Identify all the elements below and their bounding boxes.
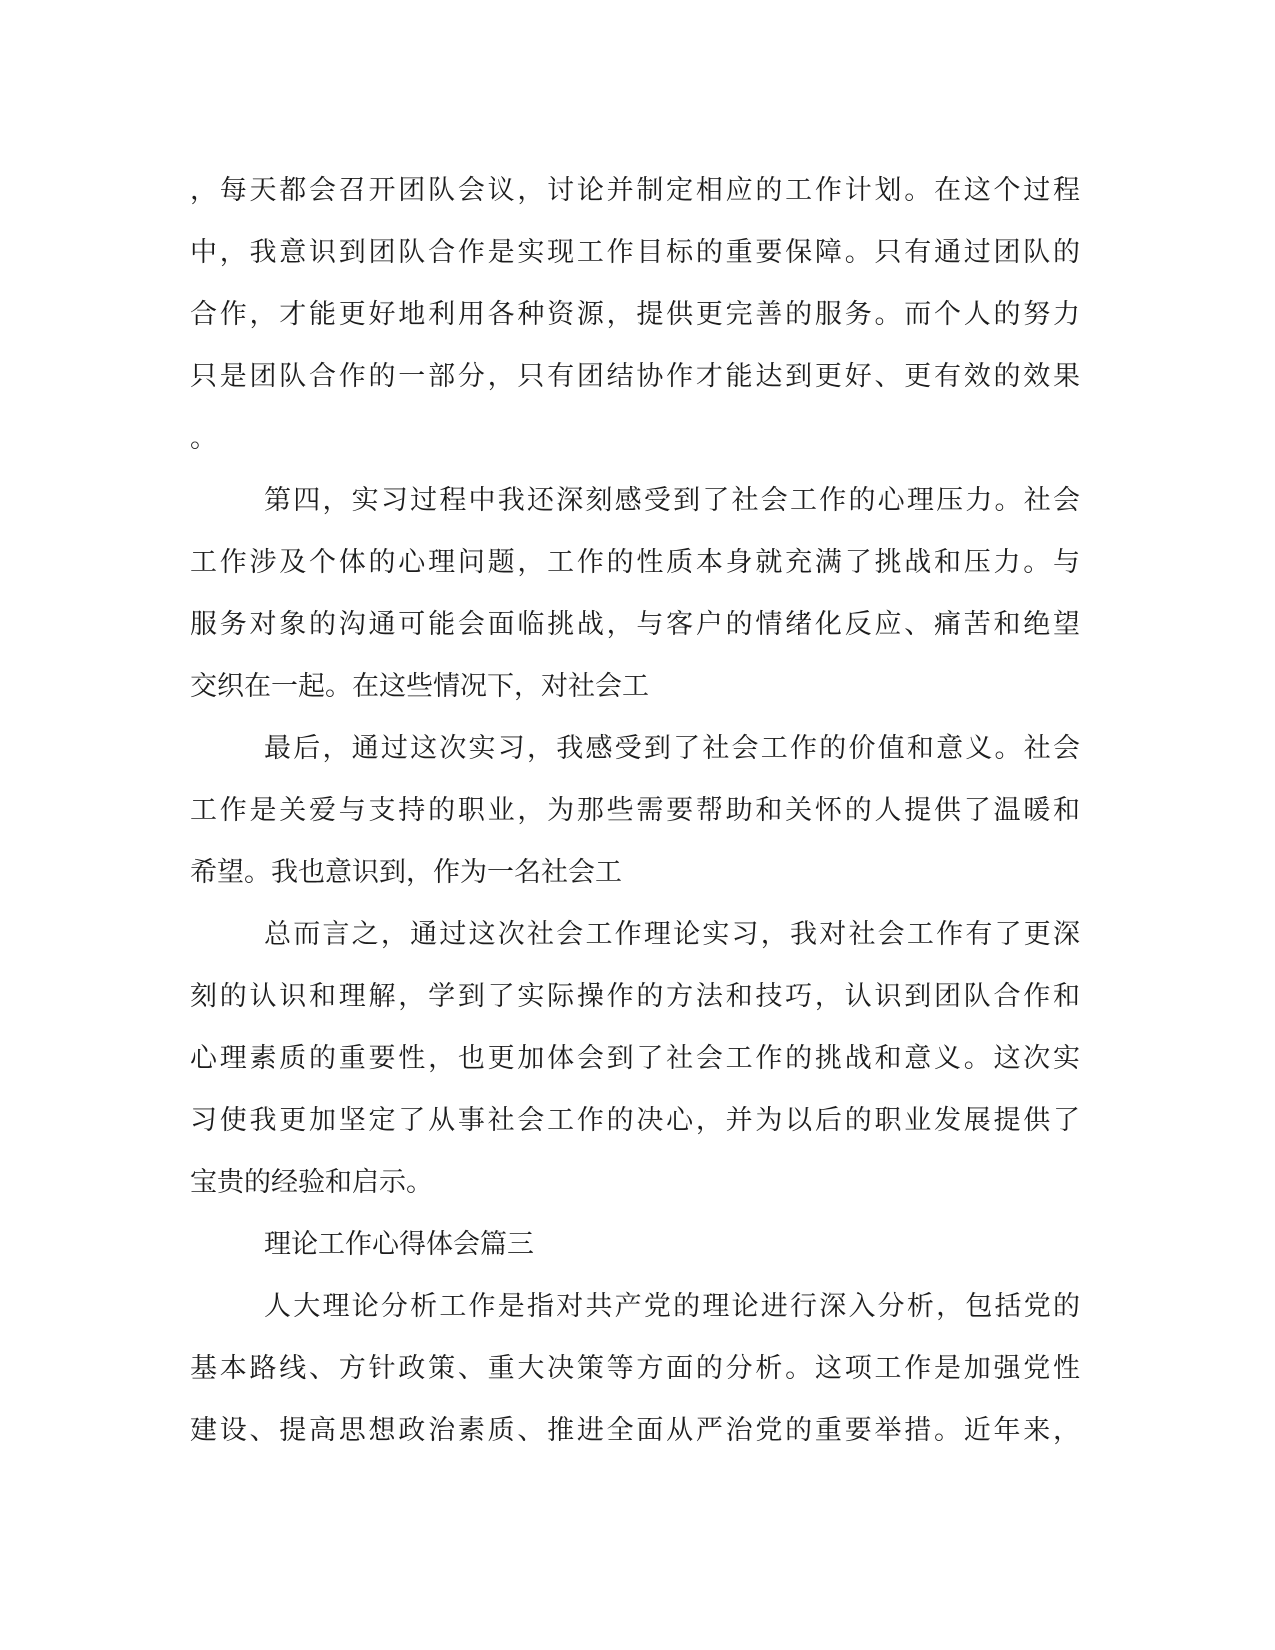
document-body [190, 160, 1080, 1462]
text-line: 第四，实习过程中我还深刻感受到了社会工作的心理压力。社会 [264, 485, 1080, 516]
text-line: 心理素质的重要性，也更加体会到了社会工作的挑战和意义。这次实 [190, 1043, 1080, 1074]
text-line: 希望。我也意识到，作为一名社会工 [190, 857, 622, 888]
text-line: 。 [190, 423, 217, 454]
text-line: 人大理论分析工作是指对共产党的理论进行深入分析，包括党的 [264, 1291, 1080, 1322]
text-line: ，每天都会召开团队会议，讨论并制定相应的工作计划。在这个过程 [190, 175, 1080, 206]
text-line: 宝贵的经验和启示。 [190, 1167, 433, 1198]
text-line: 服务对象的沟通可能会面临挑战，与客户的情绪化反应、痛苦和绝望 [190, 609, 1080, 640]
text-line: 中，我意识到团队合作是实现工作目标的重要保障。只有通过团队的 [190, 237, 1080, 268]
text-line: 基本路线、方针政策、重大决策等方面的分析。这项工作是加强党性 [190, 1353, 1080, 1384]
text-line: 习使我更加坚定了从事社会工作的决心，并为以后的职业发展提供了 [190, 1105, 1080, 1136]
text-line: 只是团队合作的一部分，只有团结协作才能达到更好、更有效的效果 [190, 361, 1080, 392]
text-line: 最后，通过这次实习，我感受到了社会工作的价值和意义。社会 [264, 733, 1080, 764]
text-line: 刻的认识和理解，学到了实际操作的方法和技巧，认识到团队合作和 [190, 981, 1080, 1012]
text-line: 工作是关爱与支持的职业，为那些需要帮助和关怀的人提供了温暖和 [190, 795, 1080, 826]
text-line: 建设、提高思想政治素质、推进全面从严治党的重要举措。近年来， [190, 1415, 1080, 1446]
text-line: 理论工作心得体会篇三 [264, 1229, 534, 1260]
text-line: 交织在一起。在这些情况下，对社会工 [190, 671, 649, 702]
text-line: 总而言之，通过这次社会工作理论实习，我对社会工作有了更深 [264, 919, 1080, 950]
text-line: 合作，才能更好地利用各种资源，提供更完善的服务。而个人的努力 [190, 299, 1080, 330]
text-line: 工作涉及个体的心理问题，工作的性质本身就充满了挑战和压力。与 [190, 547, 1080, 578]
